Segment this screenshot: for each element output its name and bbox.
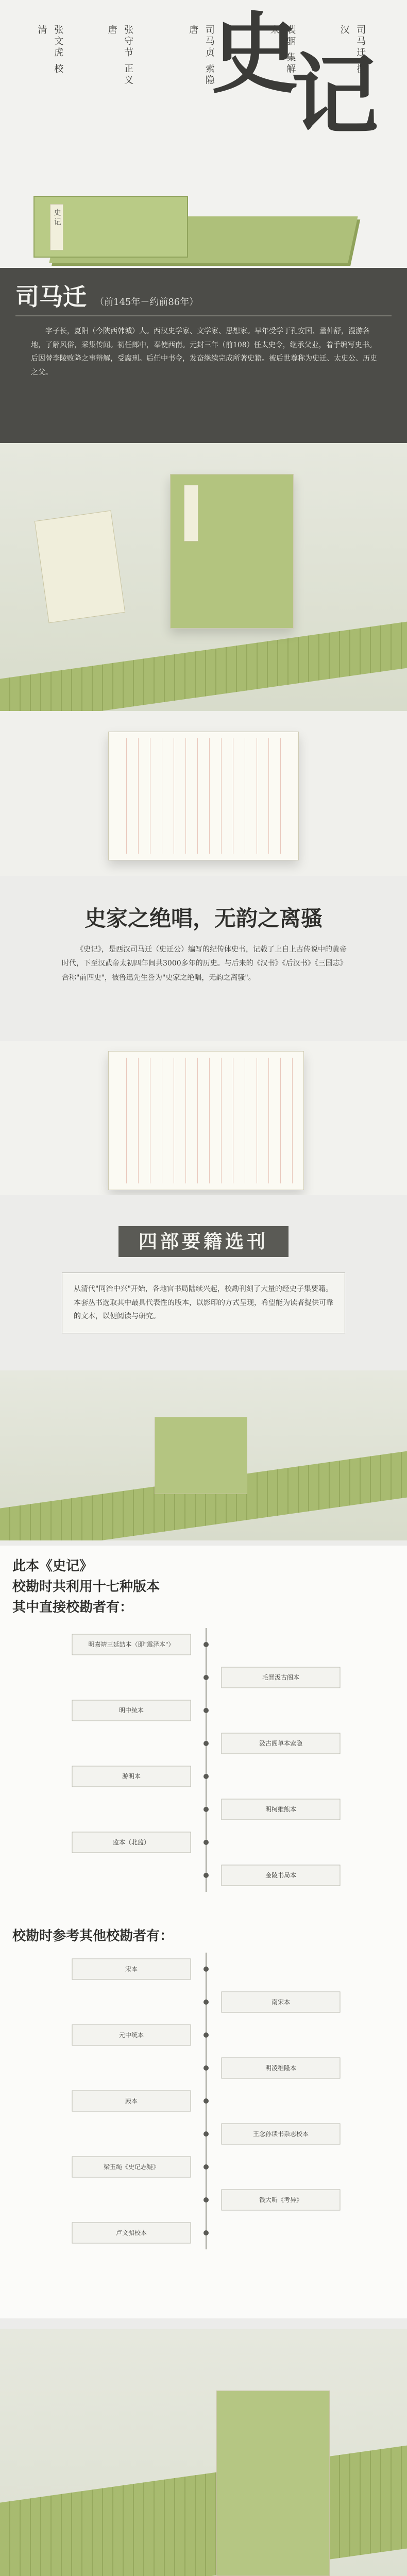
direct-version-item-label: 明嘉靖王延喆本（即"震泽本"） bbox=[88, 1641, 175, 1648]
credit-name: 张守节 正义 bbox=[123, 25, 134, 87]
direct-version-item-label: 明柯维熊本 bbox=[265, 1806, 297, 1813]
book-cover-photo bbox=[170, 474, 294, 629]
versions-section bbox=[0, 1546, 407, 2318]
direct-version-item-label: 汲古阁单本索隐 bbox=[259, 1740, 303, 1747]
reference-version-item-dot bbox=[204, 2197, 209, 2202]
direct-version-item-dot bbox=[204, 1675, 209, 1680]
reference-version-item bbox=[72, 2223, 209, 2243]
hero-section bbox=[0, 0, 407, 268]
reference-version-item bbox=[204, 1992, 340, 2012]
product-photo-volumes bbox=[0, 1370, 407, 1540]
versions-heading-2: 校勘时共利用十七种版本 bbox=[12, 1579, 160, 1595]
versions-heading-4: 校勘时参考其他校勘者有： bbox=[12, 1928, 174, 1944]
book-spines bbox=[0, 2441, 407, 2576]
reference-version-item-dot bbox=[204, 2164, 209, 2170]
author-bio-text: 字子长，夏阳（今陕西韩城）人。西汉史学家、文学家、思想家。早年受学于孔安国、董仲舒，漫游各地，了解风俗，采集传闻。初任郎中，奉使西南。元封三年（前108）任太史令，继承父业，着手编写史书。后因替李陵败降之事辩解，受腐刑。后任中书令，发奋继续完成所著史籍。被后世尊称为史迁、太史公、历史之父。 bbox=[31, 327, 377, 377]
direct-versions-list bbox=[41, 1628, 371, 1919]
reference-version-item-label: 宋本 bbox=[125, 1965, 138, 1973]
credit-name: 司马迁 撰 bbox=[355, 25, 366, 75]
open-book-page bbox=[108, 732, 299, 860]
direct-versions-svg bbox=[41, 1628, 371, 1917]
reference-version-item-dot bbox=[204, 2065, 209, 2071]
direct-version-item-label: 监本（北监） bbox=[112, 1839, 150, 1846]
title-char-ji: 记 bbox=[291, 44, 379, 147]
credit-dynasty: 清 bbox=[36, 25, 47, 36]
direct-version-item bbox=[204, 1799, 340, 1820]
open-book-page bbox=[108, 1051, 304, 1190]
direct-version-item-dot bbox=[204, 1708, 209, 1713]
reference-version-item-dot bbox=[204, 2131, 209, 2137]
book-title-slip bbox=[184, 485, 198, 541]
credit-dynasty: 唐 bbox=[188, 25, 199, 36]
product-photo-inner-page bbox=[0, 1041, 407, 1195]
reference-version-item-dot bbox=[204, 2032, 209, 2038]
reference-version-item bbox=[204, 2058, 340, 2078]
direct-version-item-dot bbox=[204, 1807, 209, 1812]
credit-name: 张文虎 校 bbox=[53, 25, 64, 75]
divider bbox=[15, 315, 392, 316]
credit-dynasty: 汉 bbox=[338, 25, 350, 36]
credit-column bbox=[106, 25, 178, 87]
reference-version-item-label: 梁玉绳《史记志疑》 bbox=[103, 2163, 160, 2171]
product-photo-books bbox=[0, 443, 407, 711]
credit-column bbox=[36, 25, 97, 87]
direct-version-item bbox=[204, 1733, 340, 1754]
reference-version-item-dot bbox=[204, 2098, 209, 2104]
reference-version-item-label: 钱大昕《考异》 bbox=[259, 2196, 303, 2204]
book-cover bbox=[33, 196, 188, 258]
page-grid bbox=[115, 738, 292, 854]
book-title-slip-text: 史记 bbox=[53, 209, 61, 227]
direct-version-item-label: 明中统本 bbox=[118, 1707, 144, 1714]
versions-heading-1: 此本《史记》 bbox=[12, 1558, 93, 1574]
direct-version-item-label: 游明本 bbox=[122, 1773, 141, 1780]
author-dates: （前145年－约前86年） bbox=[95, 297, 199, 308]
book-cover-photo bbox=[155, 1417, 247, 1494]
series-title: 四部要籍选刊 bbox=[118, 1226, 289, 1257]
direct-version-item bbox=[72, 1634, 209, 1655]
book-title-slip bbox=[50, 204, 63, 250]
series-description: 从清代"同治中兴"开始，各地官书局陆续兴起，校勘刊刻了大量的经史子集要籍。本套丛书选取其中最具代表性的版本，以影印的方式呈现，希望能为读者提供可靠的文本，以便阅读与研究。 bbox=[62, 1273, 345, 1333]
direct-version-item-dot bbox=[204, 1642, 209, 1647]
reference-version-item-label: 王念孙读书杂志校本 bbox=[252, 2130, 309, 2138]
direct-version-item bbox=[72, 1832, 209, 1853]
hero-book-image bbox=[33, 196, 374, 268]
reference-version-item-dot bbox=[204, 1999, 209, 2005]
direct-version-item-dot bbox=[204, 1873, 209, 1878]
reference-version-item-dot bbox=[204, 2230, 209, 2235]
direct-version-item-label: 金陵书局本 bbox=[265, 1872, 297, 1879]
hero-calligraphy-title bbox=[201, 0, 386, 147]
direct-version-item bbox=[72, 1700, 209, 1721]
direct-version-item-dot bbox=[204, 1840, 209, 1845]
credit-name: 司马贞 索隐 bbox=[204, 25, 215, 87]
title-char-shi: 史 bbox=[211, 3, 299, 106]
page-grid bbox=[115, 1058, 297, 1183]
reference-version-item bbox=[72, 1959, 209, 1979]
reference-version-item bbox=[204, 2124, 340, 2144]
reference-version-item bbox=[204, 2190, 340, 2210]
reference-version-item-label: 南宋本 bbox=[271, 1998, 291, 2006]
reference-versions-svg bbox=[41, 1953, 371, 2282]
author-bio-section bbox=[0, 268, 407, 443]
reference-version-item bbox=[72, 2091, 209, 2111]
direct-version-item-label: 毛晋汲古阁本 bbox=[262, 1674, 300, 1681]
section-title: 史家之绝唱，无韵之离骚 bbox=[84, 906, 323, 931]
credit-dynasty: 唐 bbox=[106, 25, 117, 36]
reference-version-item bbox=[72, 2157, 209, 2177]
credit-name: 裴骃 集解 bbox=[285, 25, 296, 75]
reference-version-item-label: 明凌稚隆本 bbox=[265, 2064, 297, 2072]
reference-version-item-label: 卢文弨校本 bbox=[115, 2229, 147, 2236]
book-cover-photo bbox=[216, 2391, 330, 2576]
direct-version-item bbox=[204, 1865, 340, 1886]
direct-version-item-dot bbox=[204, 1741, 209, 1746]
product-photo-set bbox=[0, 2329, 407, 2576]
direct-version-item bbox=[72, 1766, 209, 1787]
author-heading bbox=[15, 278, 198, 312]
product-photo-open-book bbox=[0, 711, 407, 876]
credit-dynasty: 宋 bbox=[268, 25, 280, 36]
book-spines bbox=[0, 617, 407, 711]
section-body: 《史记》，是西汉司马迁（史迁公）编写的纪传体史书，记载了上自上古传说中的黄帝时代，下至汉武帝太初四年间共3000多年的历史。与后来的《汉书》《后汉书》《三国志》合称"前四史"，被鲁迅先生誉为"史家之绝唱，无韵之离骚"。 bbox=[62, 945, 347, 982]
reference-version-item-label: 殿本 bbox=[125, 2097, 138, 2105]
versions-heading-3: 其中直接校勘者有： bbox=[12, 1600, 133, 1615]
direct-version-item-dot bbox=[204, 1774, 209, 1779]
reference-version-item-dot bbox=[204, 1967, 209, 1972]
reference-version-item-label: 元中统本 bbox=[118, 2031, 144, 2039]
reference-version-item bbox=[72, 2025, 209, 2045]
title-card bbox=[35, 511, 125, 623]
author-name: 司马迁 bbox=[15, 283, 87, 311]
reference-versions-list bbox=[41, 1953, 371, 2284]
direct-version-item bbox=[204, 1667, 340, 1688]
